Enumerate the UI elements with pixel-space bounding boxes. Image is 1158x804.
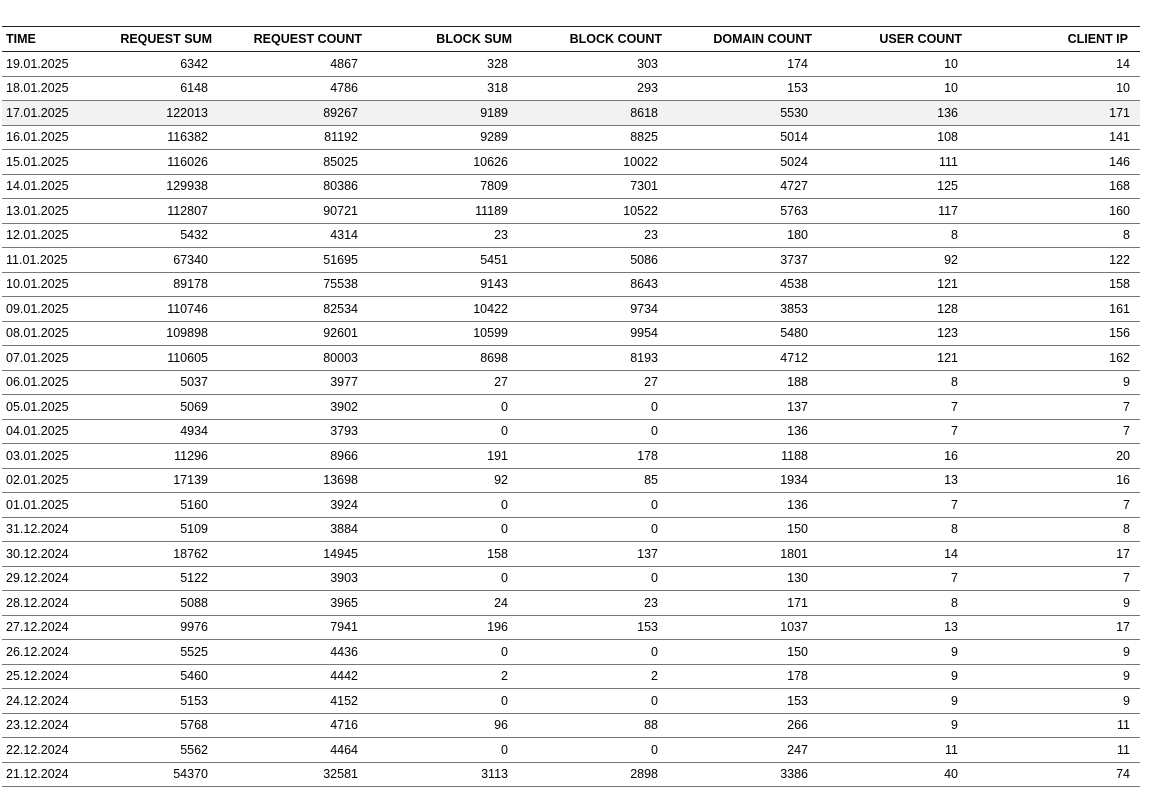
- table-row[interactable]: [2, 248, 1140, 273]
- cell-block-count: 303: [637, 56, 658, 71]
- cell-block-count: 2: [651, 669, 658, 684]
- cell-domain-count: 174: [787, 56, 808, 71]
- cell-request-count: 3977: [330, 375, 358, 390]
- cell-request-sum: 109898: [166, 326, 208, 341]
- column-header-block-count[interactable]: BLOCK COUNT: [569, 32, 662, 46]
- cell-client-ip: 11: [1117, 742, 1130, 757]
- cell-domain-count: 136: [787, 497, 808, 512]
- cell-client-ip: 141: [1109, 130, 1130, 145]
- cell-user-count: 7: [951, 497, 958, 512]
- cell-block-count: 8825: [630, 130, 658, 145]
- cell-time: 28.12.2024: [6, 595, 69, 610]
- cell-request-count: 3902: [330, 399, 358, 414]
- cell-request-count: 82534: [323, 301, 358, 316]
- cell-client-ip: 9: [1123, 669, 1130, 684]
- table-row[interactable]: [2, 517, 1140, 542]
- cell-client-ip: 8: [1123, 228, 1130, 243]
- cell-request-sum: 89178: [173, 277, 208, 292]
- cell-domain-count: 266: [787, 718, 808, 733]
- cell-request-count: 8966: [330, 448, 358, 463]
- cell-block-sum: 191: [487, 448, 508, 463]
- cell-user-count: 9: [951, 718, 958, 733]
- cell-time: 24.12.2024: [6, 693, 69, 708]
- table-row[interactable]: [2, 321, 1140, 346]
- cell-domain-count: 1037: [780, 620, 808, 635]
- cell-domain-count: 153: [787, 693, 808, 708]
- cell-user-count: 8: [951, 595, 958, 610]
- table-row[interactable]: [2, 125, 1140, 150]
- table-row[interactable]: [2, 640, 1140, 665]
- cell-time: 13.01.2025: [6, 203, 69, 218]
- cell-time: 03.01.2025: [6, 448, 69, 463]
- cell-request-count: 3903: [330, 571, 358, 586]
- table-row[interactable]: [2, 444, 1140, 469]
- cell-block-sum: 8698: [480, 350, 508, 365]
- table-row[interactable]: [2, 346, 1140, 371]
- cell-user-count: 11: [945, 742, 958, 757]
- table-row[interactable]: [2, 395, 1140, 420]
- cell-block-count: 0: [651, 399, 658, 414]
- table-row[interactable]: [2, 762, 1140, 787]
- cell-request-sum: 11296: [174, 448, 208, 463]
- cell-client-ip: 171: [1109, 105, 1130, 120]
- cell-client-ip: 158: [1109, 277, 1130, 292]
- cell-time: 30.12.2024: [6, 546, 69, 561]
- column-header-domain-count[interactable]: DOMAIN COUNT: [713, 32, 812, 46]
- cell-time: 25.12.2024: [6, 669, 69, 684]
- cell-client-ip: 7: [1123, 497, 1130, 512]
- cell-domain-count: 1801: [780, 546, 808, 561]
- cell-request-sum: 5460: [180, 669, 208, 684]
- column-header-time[interactable]: TIME: [6, 32, 36, 46]
- cell-domain-count: 180: [787, 228, 808, 243]
- cell-request-sum: 5122: [180, 571, 208, 586]
- cell-user-count: 10: [944, 81, 958, 96]
- table-row[interactable]: [2, 419, 1140, 444]
- cell-client-ip: 9: [1123, 644, 1130, 659]
- cell-domain-count: 136: [787, 424, 808, 439]
- cell-client-ip: 16: [1116, 473, 1130, 488]
- cell-request-count: 3965: [330, 595, 358, 610]
- cell-block-count: 8193: [630, 350, 658, 365]
- cell-block-sum: 0: [501, 399, 508, 414]
- cell-block-count: 5086: [630, 252, 658, 267]
- cell-user-count: 8: [951, 522, 958, 537]
- cell-client-ip: 161: [1109, 301, 1130, 316]
- table-row[interactable]: [2, 76, 1140, 101]
- table-row[interactable]: [2, 615, 1140, 640]
- cell-block-count: 137: [637, 546, 658, 561]
- cell-block-sum: 196: [487, 620, 508, 635]
- cell-request-count: 4152: [330, 693, 358, 708]
- cell-client-ip: 8: [1123, 522, 1130, 537]
- cell-block-count: 8618: [630, 105, 658, 120]
- cell-domain-count: 171: [787, 595, 808, 610]
- cell-request-sum: 116382: [167, 130, 208, 145]
- cell-block-sum: 7809: [480, 179, 508, 194]
- cell-request-sum: 5153: [180, 693, 208, 708]
- cell-request-sum: 110746: [167, 301, 208, 316]
- cell-domain-count: 4538: [780, 277, 808, 292]
- cell-request-count: 90721: [323, 203, 358, 218]
- cell-request-count: 51695: [323, 252, 358, 267]
- cell-domain-count: 5480: [780, 326, 808, 341]
- cell-block-count: 293: [637, 81, 658, 96]
- cell-domain-count: 5024: [780, 154, 808, 169]
- table-row[interactable]: [2, 542, 1140, 567]
- table-row[interactable]: [2, 566, 1140, 591]
- cell-block-count: 88: [644, 718, 658, 733]
- cell-block-sum: 9143: [480, 277, 508, 292]
- column-header-block-sum[interactable]: BLOCK SUM: [436, 32, 512, 46]
- cell-user-count: 13: [944, 473, 958, 488]
- cell-time: 10.01.2025: [6, 277, 69, 292]
- cell-block-count: 85: [644, 473, 658, 488]
- cell-request-count: 81192: [324, 130, 358, 145]
- cell-client-ip: 14: [1116, 56, 1130, 71]
- cell-block-count: 0: [651, 644, 658, 659]
- cell-user-count: 9: [951, 669, 958, 684]
- cell-request-sum: 5088: [180, 595, 208, 610]
- cell-block-sum: 0: [501, 497, 508, 512]
- column-header-request-count[interactable]: REQUEST COUNT: [253, 32, 362, 46]
- cell-block-sum: 318: [487, 81, 508, 96]
- cell-client-ip: 11: [1117, 718, 1130, 733]
- cell-block-sum: 0: [501, 424, 508, 439]
- cell-request-sum: 5037: [180, 375, 208, 390]
- cell-time: 05.01.2025: [6, 399, 69, 414]
- cell-request-sum: 5160: [180, 497, 208, 512]
- cell-time: 14.01.2025: [6, 179, 69, 194]
- cell-time: 21.12.2024: [6, 767, 69, 782]
- cell-block-count: 23: [644, 595, 658, 610]
- cell-user-count: 108: [937, 130, 958, 145]
- cell-time: 22.12.2024: [6, 742, 69, 757]
- cell-client-ip: 7: [1123, 571, 1130, 586]
- cell-block-sum: 96: [494, 718, 508, 733]
- cell-request-count: 80003: [323, 350, 358, 365]
- column-header-user-count[interactable]: USER COUNT: [879, 32, 962, 46]
- cell-request-count: 92601: [323, 326, 358, 341]
- table-row[interactable]: [2, 199, 1140, 224]
- cell-user-count: 136: [937, 105, 958, 120]
- cell-client-ip: 17: [1116, 620, 1130, 635]
- cell-time: 08.01.2025: [6, 326, 69, 341]
- cell-domain-count: 150: [787, 522, 808, 537]
- cell-user-count: 92: [944, 252, 958, 267]
- cell-client-ip: 156: [1109, 326, 1130, 341]
- cell-request-sum: 67340: [173, 252, 208, 267]
- cell-time: 18.01.2025: [6, 81, 69, 96]
- cell-domain-count: 3737: [780, 252, 808, 267]
- column-header-request-sum[interactable]: REQUEST SUM: [120, 32, 212, 46]
- cell-user-count: 7: [951, 571, 958, 586]
- cell-block-sum: 0: [501, 742, 508, 757]
- cell-user-count: 13: [944, 620, 958, 635]
- table-row[interactable]: [2, 664, 1140, 689]
- cell-request-sum: 5562: [180, 742, 208, 757]
- cell-block-count: 178: [637, 448, 658, 463]
- cell-domain-count: 247: [787, 742, 808, 757]
- cell-block-sum: 9289: [480, 130, 508, 145]
- cell-client-ip: 9: [1123, 693, 1130, 708]
- header-row: [2, 27, 1140, 52]
- cell-block-count: 10022: [623, 154, 658, 169]
- cell-user-count: 10: [944, 56, 958, 71]
- cell-time: 23.12.2024: [6, 718, 69, 733]
- cell-block-count: 8643: [630, 277, 658, 292]
- cell-request-count: 4442: [330, 669, 358, 684]
- table-row[interactable]: [2, 468, 1140, 493]
- cell-time: 07.01.2025: [6, 350, 69, 365]
- cell-request-sum: 18762: [173, 546, 208, 561]
- cell-block-sum: 2: [501, 669, 508, 684]
- cell-request-count: 4314: [330, 228, 358, 243]
- cell-request-count: 14945: [323, 546, 358, 561]
- table-row[interactable]: [2, 174, 1140, 199]
- cell-request-sum: 17139: [173, 473, 208, 488]
- cell-domain-count: 4727: [780, 179, 808, 194]
- cell-request-count: 80386: [323, 179, 358, 194]
- cell-client-ip: 17: [1116, 546, 1130, 561]
- table-row[interactable]: [2, 223, 1140, 248]
- cell-client-ip: 160: [1109, 203, 1130, 218]
- cell-request-sum: 110605: [167, 350, 208, 365]
- cell-block-sum: 11189: [475, 203, 508, 218]
- cell-request-sum: 4934: [180, 424, 208, 439]
- cell-request-count: 7941: [330, 620, 358, 635]
- cell-client-ip: 162: [1109, 350, 1130, 365]
- cell-block-sum: 24: [494, 595, 508, 610]
- cell-client-ip: 122: [1109, 252, 1130, 267]
- cell-block-sum: 27: [494, 375, 508, 390]
- stats-table: [2, 26, 1140, 787]
- cell-user-count: 14: [944, 546, 958, 561]
- cell-block-sum: 0: [501, 644, 508, 659]
- cell-time: 17.01.2025: [6, 105, 69, 120]
- cell-user-count: 7: [951, 424, 958, 439]
- cell-client-ip: 146: [1109, 154, 1130, 169]
- cell-block-sum: 0: [501, 522, 508, 537]
- cell-request-sum: 5069: [180, 399, 208, 414]
- cell-client-ip: 10: [1116, 81, 1130, 96]
- cell-user-count: 8: [951, 375, 958, 390]
- cell-request-sum: 112807: [167, 203, 208, 218]
- cell-time: 06.01.2025: [6, 375, 69, 390]
- cell-block-count: 0: [651, 693, 658, 708]
- cell-client-ip: 9: [1123, 595, 1130, 610]
- cell-time: 01.01.2025: [6, 497, 69, 512]
- cell-domain-count: 5763: [780, 203, 808, 218]
- cell-request-sum: 9976: [180, 620, 208, 635]
- cell-block-count: 27: [644, 375, 658, 390]
- cell-block-count: 9954: [630, 326, 658, 341]
- cell-request-sum: 5525: [180, 644, 208, 659]
- cell-client-ip: 9: [1123, 375, 1130, 390]
- cell-domain-count: 130: [787, 571, 808, 586]
- cell-time: 12.01.2025: [6, 228, 69, 243]
- cell-block-count: 0: [651, 522, 658, 537]
- column-header-client-ip[interactable]: CLIENT IP: [1067, 32, 1128, 46]
- table-row[interactable]: [2, 150, 1140, 175]
- cell-time: 31.12.2024: [6, 522, 69, 537]
- cell-client-ip: 168: [1109, 179, 1130, 194]
- cell-time: 11.01.2025: [6, 252, 68, 267]
- cell-block-sum: 23: [494, 228, 508, 243]
- cell-block-count: 2898: [630, 767, 658, 782]
- cell-block-count: 23: [644, 228, 658, 243]
- cell-block-count: 0: [651, 742, 658, 757]
- cell-domain-count: 3386: [780, 767, 808, 782]
- cell-domain-count: 153: [787, 81, 808, 96]
- table-row[interactable]: [2, 689, 1140, 714]
- cell-domain-count: 1188: [781, 448, 808, 463]
- table-row[interactable]: [2, 297, 1140, 322]
- cell-time: 29.12.2024: [6, 571, 69, 586]
- table-header: [2, 27, 1140, 52]
- cell-request-sum: 5432: [180, 228, 208, 243]
- cell-time: 04.01.2025: [6, 424, 69, 439]
- cell-domain-count: 5530: [780, 105, 808, 120]
- cell-time: 27.12.2024: [6, 620, 69, 635]
- cell-domain-count: 178: [787, 669, 808, 684]
- cell-user-count: 128: [937, 301, 958, 316]
- cell-user-count: 40: [944, 767, 958, 782]
- cell-request-count: 4867: [330, 56, 358, 71]
- cell-request-count: 85025: [323, 154, 358, 169]
- cell-client-ip: 7: [1123, 424, 1130, 439]
- table-body: [2, 52, 1140, 787]
- cell-request-sum: 6148: [180, 81, 208, 96]
- cell-request-count: 4436: [330, 644, 358, 659]
- cell-request-sum: 116026: [167, 154, 208, 169]
- cell-block-count: 153: [637, 620, 658, 635]
- cell-block-sum: 328: [487, 56, 508, 71]
- cell-client-ip: 20: [1116, 448, 1130, 463]
- cell-domain-count: 4712: [780, 350, 808, 365]
- cell-block-count: 0: [651, 571, 658, 586]
- cell-domain-count: 150: [787, 644, 808, 659]
- table-row[interactable]: [2, 738, 1140, 763]
- cell-request-count: 4464: [330, 742, 358, 757]
- cell-time: 02.01.2025: [6, 473, 69, 488]
- cell-user-count: 117: [938, 203, 958, 218]
- cell-time: 09.01.2025: [6, 301, 69, 316]
- cell-domain-count: 1934: [780, 473, 808, 488]
- cell-request-count: 32581: [323, 767, 358, 782]
- cell-request-sum: 122013: [166, 105, 208, 120]
- cell-block-sum: 92: [494, 473, 508, 488]
- cell-block-sum: 0: [501, 571, 508, 586]
- cell-request-count: 3884: [330, 522, 358, 537]
- cell-user-count: 125: [937, 179, 958, 194]
- cell-block-count: 0: [651, 424, 658, 439]
- cell-time: 15.01.2025: [6, 154, 69, 169]
- cell-time: 19.01.2025: [6, 56, 69, 71]
- cell-user-count: 121: [937, 277, 958, 292]
- cell-request-sum: 6342: [180, 56, 208, 71]
- table-row[interactable]: [2, 493, 1140, 518]
- table-row[interactable]: [2, 370, 1140, 395]
- cell-request-count: 89267: [323, 105, 358, 120]
- cell-request-sum: 5109: [180, 522, 208, 537]
- cell-request-count: 75538: [323, 277, 358, 292]
- table-row[interactable]: [2, 272, 1140, 297]
- cell-request-count: 13698: [323, 473, 358, 488]
- cell-user-count: 7: [951, 399, 958, 414]
- cell-block-count: 0: [651, 497, 658, 512]
- table-row[interactable]: [2, 591, 1140, 616]
- cell-user-count: 9: [951, 693, 958, 708]
- cell-domain-count: 188: [787, 375, 808, 390]
- cell-client-ip: 7: [1123, 399, 1130, 414]
- cell-block-sum: 10626: [473, 154, 508, 169]
- cell-request-count: 4716: [330, 718, 358, 733]
- cell-user-count: 123: [937, 326, 958, 341]
- cell-request-count: 3793: [330, 424, 358, 439]
- cell-domain-count: 5014: [780, 130, 808, 145]
- cell-block-sum: 9189: [480, 105, 508, 120]
- cell-user-count: 8: [951, 228, 958, 243]
- table-row[interactable]: [2, 52, 1140, 77]
- cell-block-sum: 3113: [481, 767, 508, 782]
- cell-block-count: 9734: [630, 301, 658, 316]
- cell-block-sum: 0: [501, 693, 508, 708]
- cell-block-sum: 158: [487, 546, 508, 561]
- cell-time: 16.01.2025: [6, 130, 69, 145]
- cell-block-sum: 5451: [480, 252, 508, 267]
- cell-block-sum: 10599: [473, 326, 508, 341]
- cell-request-count: 4786: [330, 81, 358, 96]
- cell-user-count: 16: [944, 448, 958, 463]
- stats-table-container: [2, 26, 1140, 787]
- cell-user-count: 9: [951, 644, 958, 659]
- cell-request-sum: 129938: [166, 179, 208, 194]
- cell-request-sum: 5768: [180, 718, 208, 733]
- cell-block-count: 7301: [630, 179, 658, 194]
- table-row[interactable]: [2, 101, 1140, 126]
- cell-block-sum: 10422: [473, 301, 508, 316]
- cell-client-ip: 74: [1116, 767, 1130, 782]
- cell-user-count: 111: [938, 154, 958, 169]
- cell-domain-count: 137: [787, 399, 808, 414]
- cell-user-count: 121: [937, 350, 958, 365]
- cell-block-count: 10522: [623, 203, 658, 218]
- cell-request-sum: 54370: [173, 767, 208, 782]
- cell-time: 26.12.2024: [6, 644, 69, 659]
- cell-request-count: 3924: [330, 497, 358, 512]
- cell-domain-count: 3853: [780, 301, 808, 316]
- table-row[interactable]: [2, 713, 1140, 738]
